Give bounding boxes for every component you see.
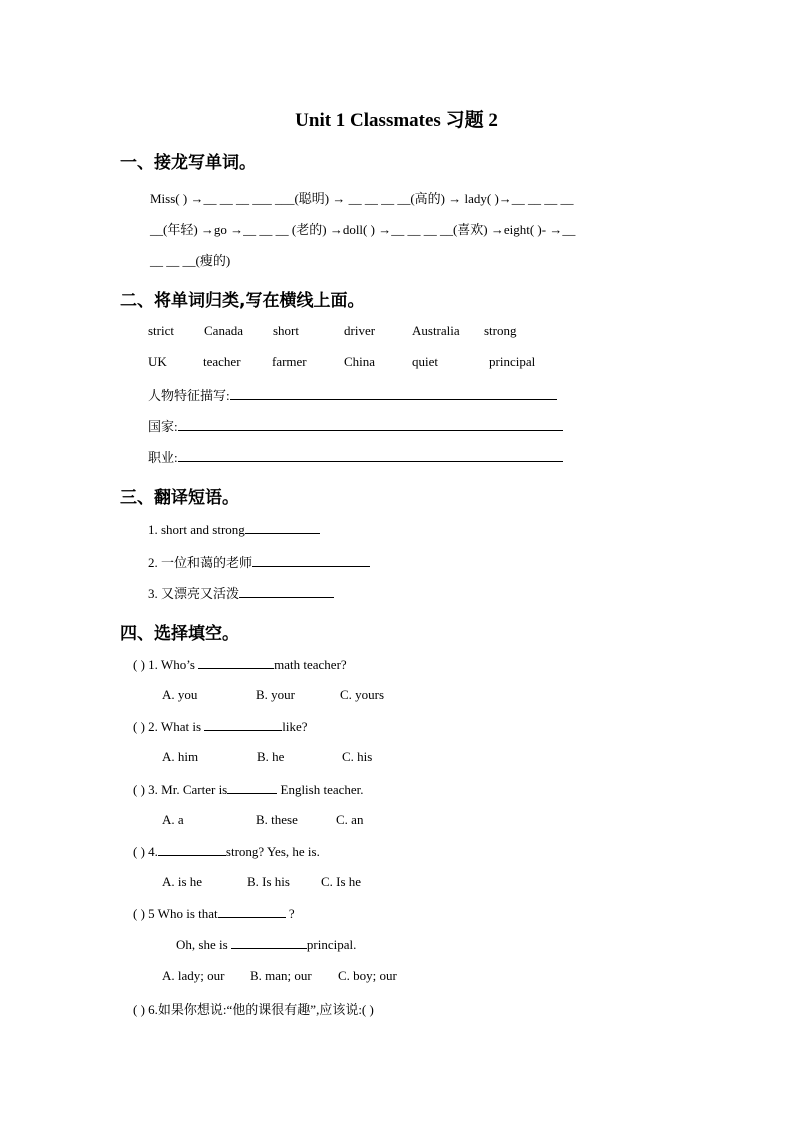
word-uk: UK: [148, 354, 167, 369]
question-4-text-pre: 4.: [148, 844, 158, 859]
category-jobs: [148, 447, 563, 466]
question-5-line-2-post: principal.: [306, 937, 357, 952]
word-teacher: teacher: [203, 354, 241, 369]
translate-item-1-answer-line[interactable]: [245, 521, 320, 534]
question-2-text-post: like?: [282, 719, 308, 734]
question-4-blank[interactable]: [158, 843, 226, 856]
question-4-option-c: C. Is he: [321, 874, 362, 889]
question-2-text-pre: 2. What is: [148, 719, 205, 734]
page-title: Unit 1 Classmates 习题 2: [295, 110, 498, 131]
question-5-line-2: [176, 936, 356, 953]
question-4-option-a: A. is he: [162, 874, 203, 889]
translate-item-3: [148, 583, 334, 602]
question-4-option-b: B. Is his: [247, 874, 290, 889]
category-countries-answer-line[interactable]: [178, 418, 563, 431]
question-4-text-post: strong? Yes, he is.: [225, 844, 320, 859]
section-3-heading: 三、翻译短语。: [120, 488, 239, 508]
word-short: short: [273, 323, 299, 338]
category-jobs-answer-line[interactable]: [178, 449, 563, 462]
category-countries-label: 国家:: [148, 419, 178, 434]
category-traits: [148, 385, 557, 404]
chain-line-1: Miss( ) →__ __ __ ___ ___(聪明) → __ __ __ __(高的) → lady( )→__ __ __ __: [150, 191, 574, 206]
question-3-blank[interactable]: [227, 781, 277, 794]
question-3-option-b: B. these: [256, 812, 298, 827]
word-australia: Australia: [412, 323, 460, 338]
question-6: [133, 999, 374, 1018]
translate-item-1: [148, 521, 320, 538]
question-3-option-c: C. an: [336, 812, 364, 827]
question-5-text-pre: 5 Who is that: [148, 906, 218, 921]
question-3-option-a: A. a: [162, 812, 184, 827]
section-2-heading: 二、将单词归类,写在横线上面。: [120, 291, 365, 311]
question-1-option-b: B. your: [256, 687, 295, 702]
question-1-text-post: math teacher?: [274, 657, 347, 672]
question-4-answer-paren[interactable]: ( ): [133, 844, 145, 859]
word-driver: driver: [344, 323, 376, 338]
question-2-answer-paren[interactable]: ( ): [133, 719, 145, 734]
question-1-blank[interactable]: [198, 656, 274, 669]
chain-line-2: __(年轻) →go →__ __ __ (老的) →doll( ) →__ __ __ __(喜欢) →eight( )- →__: [150, 222, 576, 237]
category-countries: [148, 416, 563, 435]
question-5-line-2-pre: Oh, she is: [176, 937, 231, 952]
word-principal: principal: [489, 354, 536, 369]
question-5-text-post: ?: [285, 906, 295, 921]
translate-item-1-text: 1. short and strong: [148, 522, 245, 537]
question-5-blank[interactable]: [218, 905, 286, 918]
word-canada: Canada: [204, 323, 243, 338]
question-5-line-2-blank[interactable]: [231, 936, 307, 949]
word-strong: strong: [484, 323, 517, 338]
translate-item-2: [148, 552, 370, 571]
question-1-text-pre: 1. Who’s: [148, 657, 199, 672]
translate-item-3-text: 3. 又漂亮又活泼: [148, 586, 240, 601]
question-5: [133, 905, 295, 922]
question-5-answer-paren[interactable]: ( ): [133, 906, 145, 921]
question-6-answer-paren[interactable]: ( ): [133, 1002, 145, 1017]
word-china: China: [344, 354, 376, 369]
question-3: [133, 781, 364, 798]
question-2-option-b: B. he: [257, 749, 285, 764]
question-2-option-a: A. him: [162, 749, 199, 764]
question-1-answer-paren[interactable]: ( ): [133, 657, 145, 672]
word-strict: strict: [148, 323, 174, 338]
chain-line-3: __ __ __(瘦的): [150, 253, 231, 268]
question-2-blank[interactable]: [204, 718, 282, 731]
word-farmer: farmer: [272, 354, 307, 369]
category-traits-label: 人物特征描写:: [148, 388, 230, 403]
question-5-option-a: A. lady; our: [162, 968, 225, 983]
question-2-option-c: C. his: [342, 749, 373, 764]
question-3-text-post: English teacher.: [277, 782, 364, 797]
question-5-option-b: B. man; our: [250, 968, 312, 983]
category-jobs-label: 职业:: [148, 450, 178, 465]
question-1: [133, 656, 347, 673]
question-1-option-a: A. you: [162, 687, 198, 702]
question-6-text: 6.如果你想说:“他的课很有趣”,应该说:( ): [148, 1002, 374, 1017]
question-5-option-c: C. boy; our: [338, 968, 397, 983]
question-3-text-pre: 3. Mr. Carter is: [148, 782, 228, 797]
question-2: [133, 718, 308, 735]
question-3-answer-paren[interactable]: ( ): [133, 782, 145, 797]
question-4: [133, 843, 320, 860]
category-traits-answer-line[interactable]: [230, 387, 557, 400]
translate-item-3-answer-line[interactable]: [239, 585, 334, 598]
question-1-option-c: C. yours: [340, 687, 385, 702]
section-4-heading: 四、选择填空。: [120, 624, 239, 644]
section-1-heading: 一、接龙写单词。: [120, 153, 256, 173]
translate-item-2-text: 2. 一位和蔼的老师: [148, 555, 253, 570]
word-quiet: quiet: [412, 354, 438, 369]
translate-item-2-answer-line[interactable]: [252, 554, 370, 567]
